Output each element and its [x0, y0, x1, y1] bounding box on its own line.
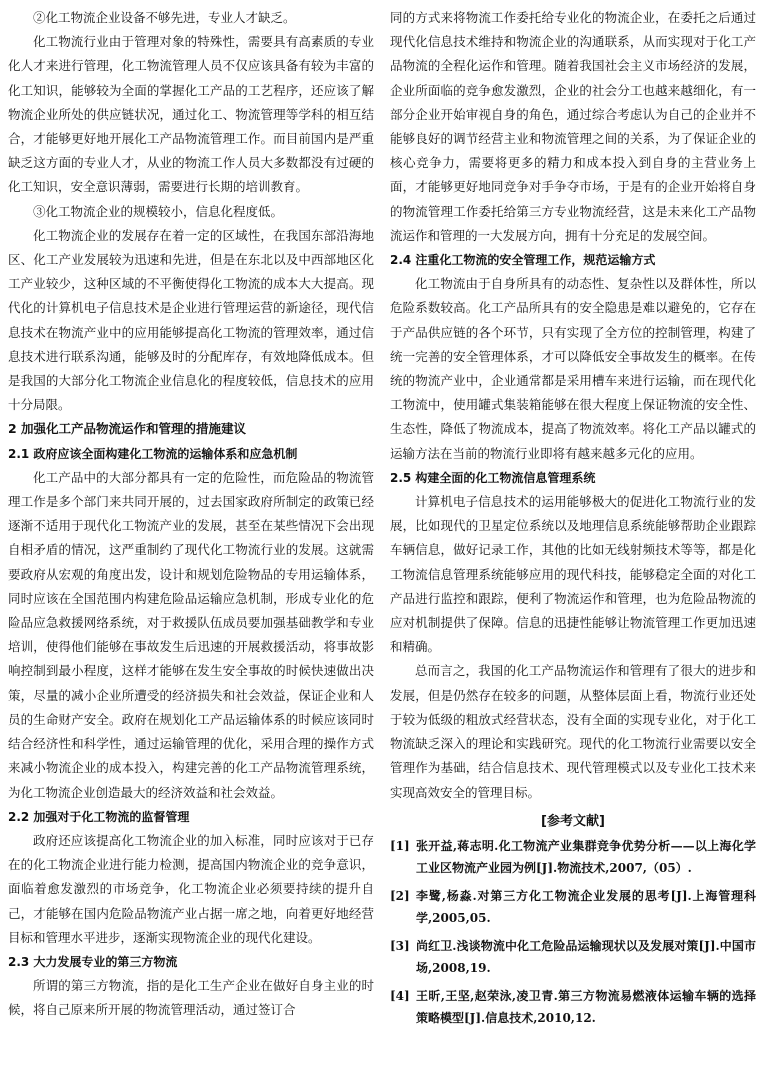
list-item-3: ③化工物流企业的规模较小，信息化程度低。	[33, 203, 284, 219]
reference-item	[390, 885, 756, 929]
references-title: [参考文献]	[541, 813, 605, 829]
paragraph-2-2: 政府还应该提高化工物流企业的加入标准，同时应该对于已存在的化工物流企业进行能力检测，提高国内物流企业的竞争意识，面临着愈发激烈的市场竞争，化工物流企业必须要持续的提升自己，才能够在国内危险品物流产业占据一席之地，向着更好地经营目标和管理水平进步，逐渐实现物流企业的现代化建设。	[8, 832, 374, 945]
subsection-heading-2-3: 2.3 大力发展专业的第三方物流	[8, 954, 178, 969]
paragraph-conclusion: 总而言之，我国的化工产品物流运作和管理有了很大的进步和发展，但是仍然存在较多的问题，从整体层面上看，物流行业还处于较为低级的粗放式经营状态，没有全面的实现专业化，对于化工物流缺乏深入的理论和实践研究。现代的化工物流行业需要以安全管理作为基础，结合信息技术、现代管理模式以及专业化工技术来实现高效安全的管理目标。	[390, 663, 756, 800]
section-heading-2: 2 加强化工产品物流运作和管理的措施建议	[8, 421, 247, 437]
reference-number: [1]	[390, 838, 410, 853]
reference-item	[390, 835, 756, 879]
reference-item	[390, 985, 756, 1029]
left-column	[8, 6, 374, 1068]
list-item-2: ②化工物流企业设备不够先进，专业人才缺乏。	[33, 10, 296, 25]
reference-text: 张开益,蒋志明.化工物流产业集群竞争优势分析——以上海化学工业区物流产业园为例[J].物流技术,2007,（05）.	[416, 838, 756, 875]
paragraph-2-3: 所谓的第三方物流，指的是化工生产企业在做好自身主业的时候，将自己原来所开展的物流管理活动，通过签订合	[8, 978, 374, 1018]
right-column	[390, 6, 756, 1068]
paragraph-2-1: 化工产品中的大部分都具有一定的危险性，而危险品的物流管理工作是多个部门来共同开展的，过去国家政府所制定的政策已经逐渐不适用于现代化工物流产业的发展，甚至在某些情况下会出现自相矛盾的情况，这严重制约了现代化工物流行业的发展。这就需要政府从宏观的角度出发，设计和规划危险物品的专用运输体系，同时应该在全国范围内构建危险品运输应急机制，形成专业化的危险品应急救援网络系统，对于救援队伍成员要加强基础教学和专业培训，使得他们能够在事故发生后迅速的开展救援活动，将事故影响控制到最小程度，这样才能够在发生安全事故的时候快速做出决策，尽量的减小企业所遭受的经济损失和社会效益，保证企业和人员的生命财产安全。政府在规划化工产品运输体系的时候应该同时结合经济性和科学性，通过运输管理的优化，采用合理的操作方式来减小物流企业的成本投入，构建完善的化工产品物流管理系统，为化工物流企业创造最大的经济效益和社会效益。	[8, 469, 374, 800]
reference-text: 李鹭,杨淼.对第三方化工物流企业发展的思考[J].上海管理科学,2005,05.	[416, 888, 756, 925]
paragraph-talent: 化工物流行业由于管理对象的特殊性，需要具有高素质的专业化人才来进行管理，化工物流管理人员不仅应该具备有较为丰富的化工知识，能够较为全面的掌握化工产品的工艺程序，还应该了解物流企业所处的供应链状况，通过化工、物流管理等学科的相互结合，才能够更好地开展化工产品物流管理工作。而目前国内是严重缺乏这方面的专业人才，从业的物流工作人员大多数都没有过硬的化工知识，安全意识薄弱，需要进行长期的培训教育。	[8, 34, 374, 195]
paragraph-2-3-continued: 同的方式来将物流工作委托给专业化的物流企业，在委托之后通过现代化信息技术维持和物流企业的沟通联系，从而实现对于化工产品物流的全程化运作和管理。随着我国社会主义市场经济的发展，企业所面临的竞争愈发激烈，企业的社会分工也越来越细化，有一部分企业开始审视自身的角色，通过综合考虑认为自己的企业并不能够良好的调节经营主业和物流管理之间的关系，为了保证企业的核心竞争力，需要将更多的精力和成本投入到自身的主营业务上面，才能够更好地同竞争对手争夺市场，于是有的企业开始将自身的物流管理工作委托给第三方专业物流经营，这是未来化工产品物流运作和管理的一大发展方向，拥有十分充足的发展空间。	[390, 10, 756, 243]
reference-number: [4]	[390, 988, 410, 1003]
reference-text: 尚红卫.浅谈物流中化工危险品运输现状以及发展对策[J].中国市场,2008,19.	[416, 938, 756, 975]
reference-list	[390, 835, 756, 1029]
reference-item	[390, 935, 756, 979]
subsection-heading-2-2: 2.2 加强对于化工物流的监督管理	[8, 809, 190, 824]
reference-number: [2]	[390, 888, 410, 903]
paragraph-2-4: 化工物流由于自身所具有的动态性、复杂性以及群体性，所以危险系数较高。化工产品所具有的安全隐患是难以避免的，它存在于产品供应链的各个环节，只有实现了全方位的控制管理，构建了统一完善的安全管理体系，才可以降低安全事故发生的概率。在传统的物流产业中，企业通常都是采用槽车来进行运输，而在现代化工物流中，使用罐式集装箱能够在很大程度上保证物流的安全性、生态性，降低了物流成本，提高了物流效率。将化工产品以罐式的运输方法在当前的物流行业即将有越来越多元化的应用。	[390, 276, 756, 461]
reference-number: [3]	[390, 938, 410, 953]
paragraph-scale: 化工物流企业的发展存在着一定的区域性，在我国东部沿海地区、化工产业发展较为迅速和先进，但是在东北以及中西部地区化工产业较少，这种区域的不平衡使得化工物流的成本大大提高。现代化的计算机电子信息技术是企业进行管理运营的新途径，现代信息技术在物流产业中的应用能够提高化工物流的管理效率，通过信息技术进行联系沟通，能够及时的分配库存，有效地降低成本。但是我国的大部分化工物流企业信息化的程度较低，信息技术的应用十分局限。	[8, 227, 374, 413]
subsection-heading-2-5: 2.5 构建全面的化工物流信息管理系统	[390, 470, 596, 485]
subsection-heading-2-4: 2.4 注重化工物流的安全管理工作，规范运输方式	[390, 253, 656, 268]
paragraph-2-5: 计算机电子信息技术的运用能够极大的促进化工物流行业的发展，比如现代的卫星定位系统以及地理信息系统能够帮助企业跟踪车辆信息，做好记录工作，其他的比如无线射频技术等等，都是化工物流信息管理系统能够应用的现代科技，能够稳定全面的对化工产品进行监控和跟踪，便利了物流运作和管理，也为危险品物流的应对机制提供了保障。信息的迅捷性能够让物流管理工作更加迅速和精确。	[390, 494, 756, 655]
subsection-heading-2-1: 2.1 政府应该全面构建化工物流的运输体系和应急机制	[8, 446, 298, 461]
reference-text: 王昕,王坚,赵荣泳,凌卫青.第三方物流易燃液体运输车辆的选择策略模型[J].信息技术,2010,12.	[416, 988, 756, 1025]
